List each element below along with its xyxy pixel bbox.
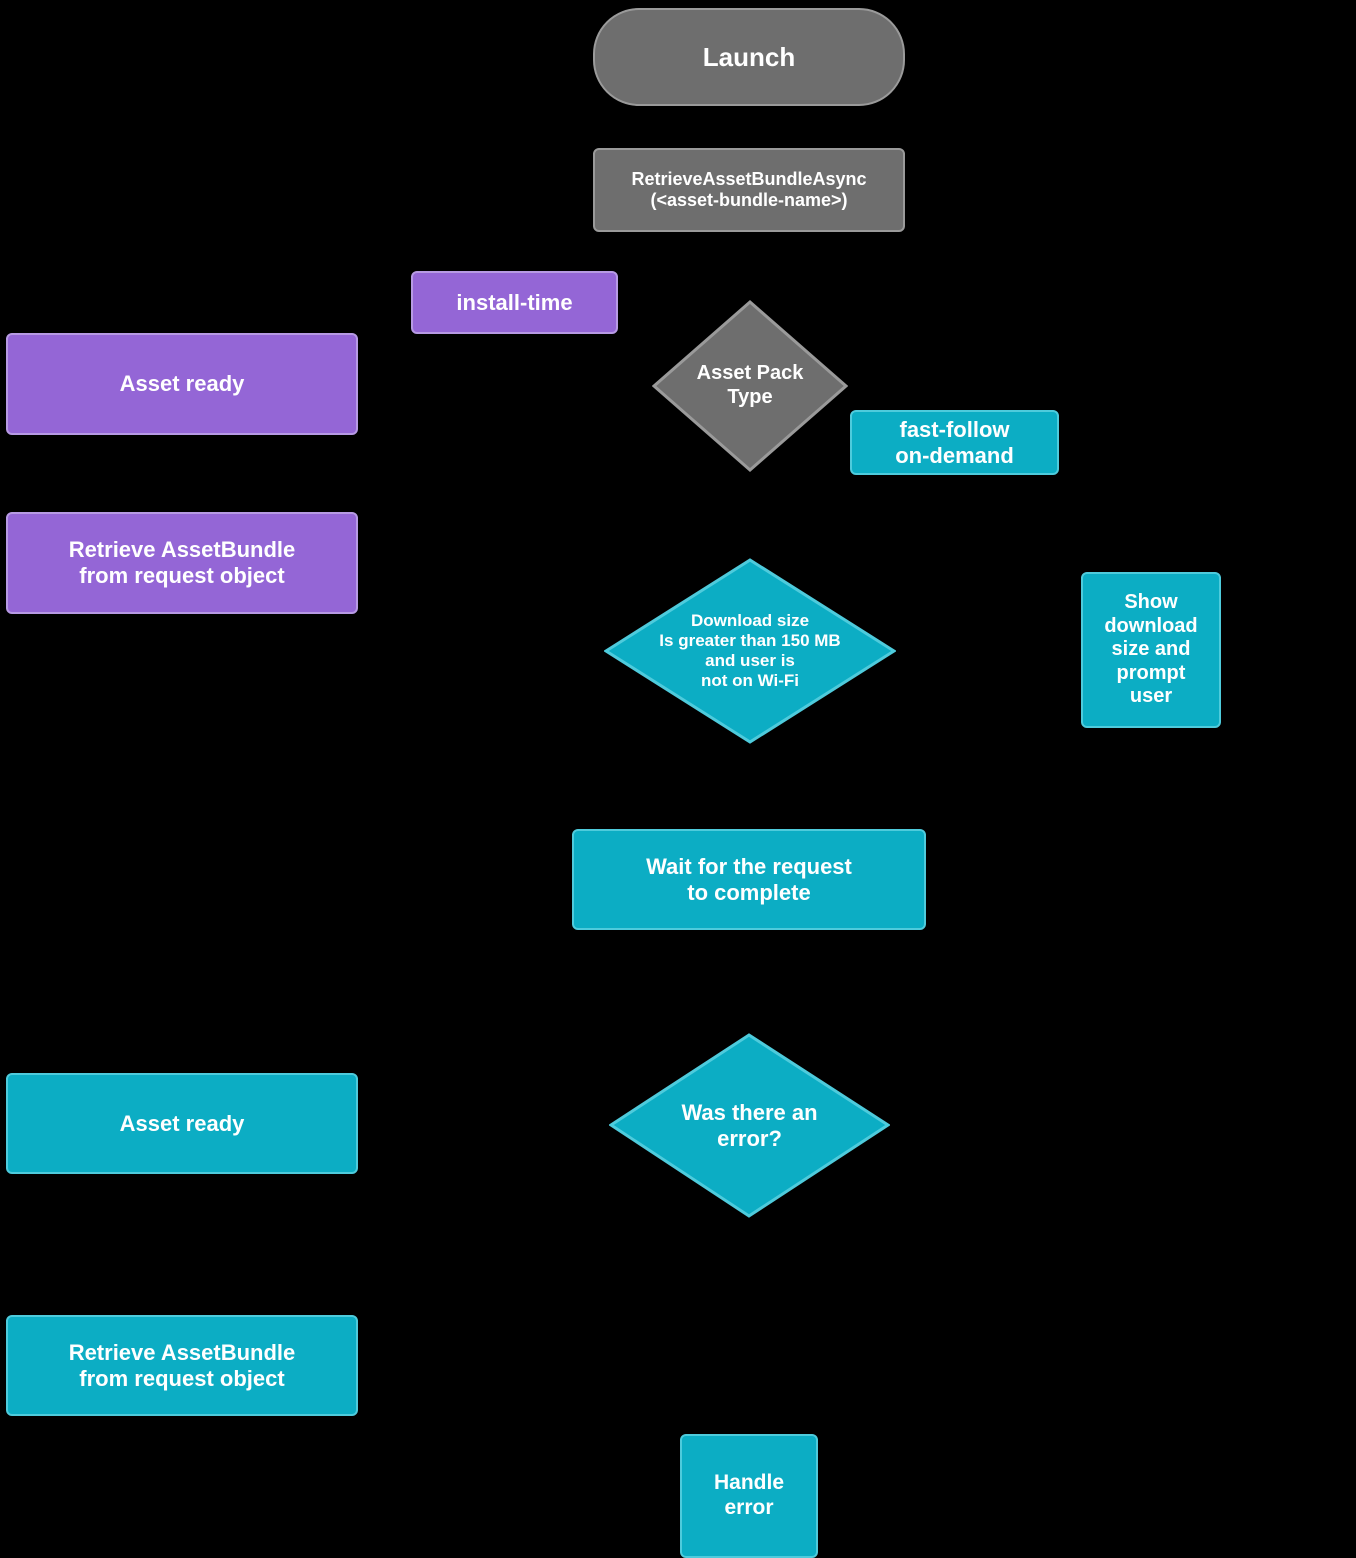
node-asset-ready-install-time[interactable]: Asset ready [6,333,358,435]
node-asset-pack-type-label: Asset Pack Type [696,362,804,408]
node-wait-for-request[interactable]: Wait for the request to complete [572,829,926,930]
node-retrieve-assetbundle-install-time[interactable]: Retrieve AssetBundle from request object [6,512,358,614]
node-retrieve-assetbundle-async[interactable]: RetrieveAssetBundleAsync (<asset-bundle-name>) [593,148,905,232]
node-handle-error[interactable]: Handle error [680,1434,818,1558]
node-asset-ready-fast-follow[interactable]: Asset ready [6,1073,358,1174]
diamond-shape-was-there-an-error [609,1033,890,1218]
node-launch[interactable]: Launch [593,8,905,106]
node-download-size-check-label: Download size Is greater than 150 MB and user is not on Wi-Fi [659,610,841,691]
edge-type-to-installtime [618,303,652,386]
node-show-download-size-prompt[interactable]: Show download size and prompt user [1081,572,1221,728]
node-download-size-check[interactable] [604,558,896,744]
node-retrieve-assetbundle-fast-follow[interactable]: Retrieve AssetBundle from request object [6,1315,358,1416]
node-asset-pack-type[interactable] [652,300,848,472]
node-was-there-an-error[interactable] [609,1033,890,1218]
node-was-there-an-error-label: Was there an error? [681,1099,818,1151]
diamond-shape-download-size-check [604,558,896,744]
node-fast-follow-on-demand-label[interactable]: fast-follow on-demand [850,410,1059,475]
diamond-shape-asset-pack-type [652,300,848,472]
node-install-time-label[interactable]: install-time [411,271,618,334]
